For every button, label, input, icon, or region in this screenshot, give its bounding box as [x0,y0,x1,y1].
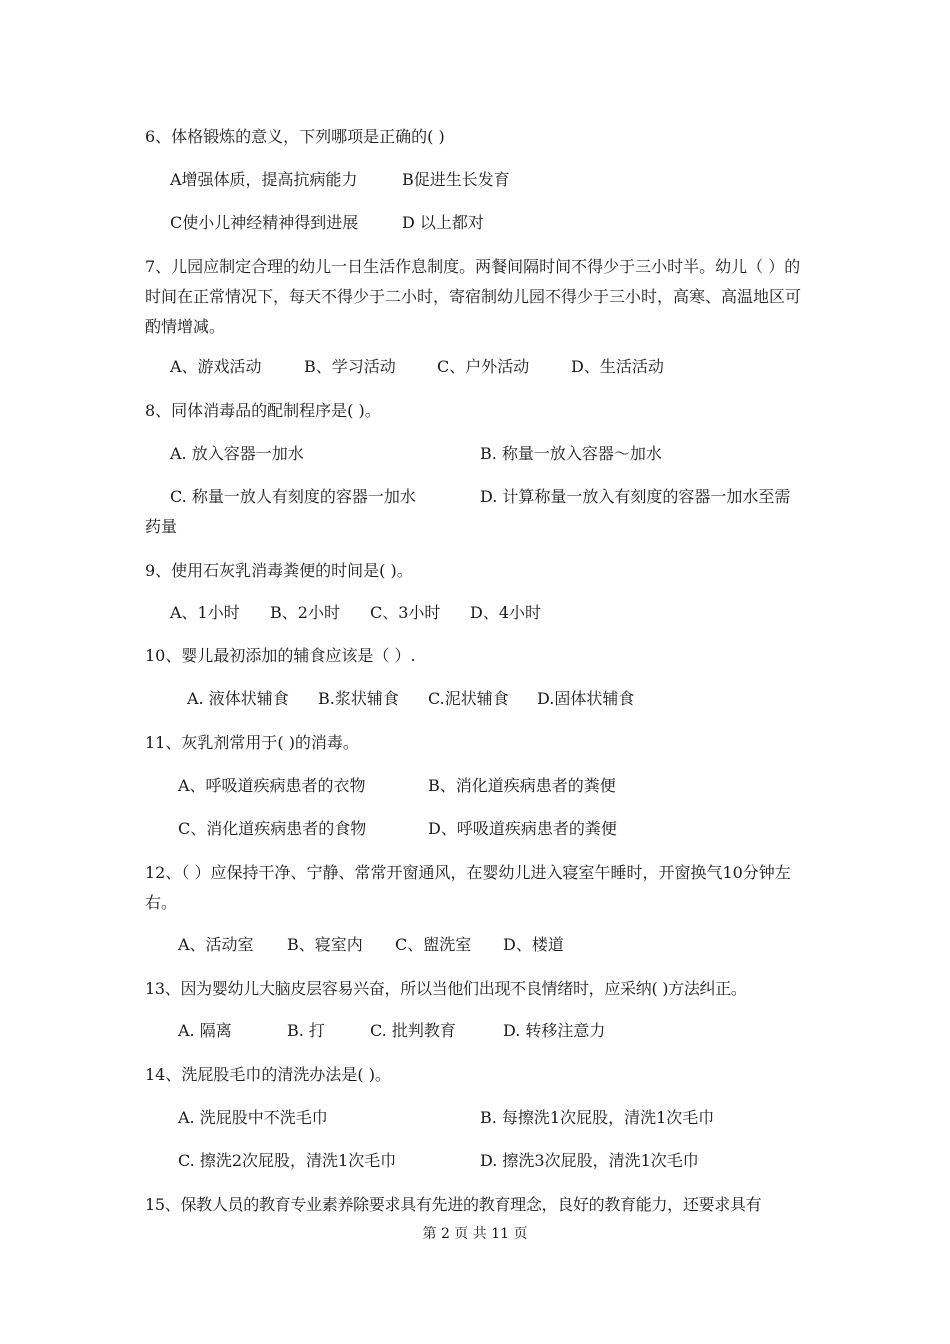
question-11: 11、灰乳剂常用于( )的消毒。 [145,733,359,752]
question-14: 14、洗屁股毛巾的清洗办法是( )。 [145,1065,391,1084]
question-15: 15、保教人员的教育专业素养除要求具有先进的教育理念，良好的教育能力，还要求具有 [145,1195,762,1214]
q12-option-a: A、活动室 [178,935,254,954]
q6-option-c: C使小儿神经精神得到进展 [170,213,359,232]
q10-option-a: A. 液体状辅食 [187,689,289,708]
q11-option-a: A、呼吸道疾病患者的衣物 [178,776,366,795]
q14-option-a: A. 洗屁股中不洗毛巾 [178,1108,328,1127]
question-6: 6、体格锻炼的意义，下列哪项是正确的( ) [145,127,445,146]
question-9: 9、使用石灰乳消毒粪便的时间是( )。 [145,561,413,580]
q11-option-c: C、消化道疾病患者的食物 [178,819,367,838]
page-footer: 第 2 页 共 11 页 [422,1226,528,1242]
q12-option-c: C、盥洗室 [395,935,472,954]
q11-option-b: B、消化道疾病患者的粪便 [428,776,616,795]
question-12: 12、（ ）应保持干净、宁静、常常开窗通风，在婴幼儿进入寝室午睡时，开窗换气10分钟左右。 [145,863,791,912]
q13-option-a: A. 隔离 [178,1021,232,1040]
q7-option-b: B、学习活动 [304,357,396,376]
q9-option-d: D、4小时 [470,603,542,622]
q7-option-c: C、户外活动 [437,357,530,376]
q9-option-b: B、2小时 [270,603,340,622]
q12-option-b: B、寝室内 [287,935,363,954]
q8-option-b: B. 称量一放入容器～加水 [480,444,662,463]
question-8: 8、同体消毒品的配制程序是( )。 [145,401,381,420]
q10-option-d: D.固体状辅食 [537,689,635,708]
q6-option-b: B促进生长发育 [402,170,510,189]
q14-option-d: D. 擦洗3次屁股，清洗1次毛巾 [480,1151,699,1170]
q13-option-b: B. 打 [287,1021,325,1040]
q9-option-c: C、3小时 [370,603,441,622]
q8-option-d-continued: 药量 [145,517,178,536]
q14-option-c: C. 擦洗2次屁股，清洗1次毛巾 [178,1151,397,1170]
q6-option-d: D 以上都对 [402,213,484,232]
q11-option-d: D、呼吸道疾病患者的粪便 [428,819,617,838]
q10-option-b: B.浆状辅食 [318,689,399,708]
q10-option-c: C.泥状辅食 [428,689,509,708]
q9-option-a: A、1小时 [170,603,240,622]
q14-option-b: B. 每擦洗1次屁股，清洗1次毛巾 [480,1108,715,1127]
q13-option-c: C. 批判教育 [370,1021,456,1040]
q7-option-a: A、游戏活动 [170,357,262,376]
q13-option-d: D. 转移注意力 [503,1021,606,1040]
q7-option-d: D、生活活动 [571,357,664,376]
q12-option-d: D、楼道 [503,935,564,954]
q8-option-d: D. 计算称量一放入有刻度的容器一加水至需 [480,487,791,506]
q6-option-a: A增强体质，提高抗病能力 [170,170,358,189]
question-13: 13、因为婴幼儿大脑皮层容易兴奋，所以当他们出现不良情绪时，应采纳( )方法纠正。 [145,979,747,998]
q8-option-a: A. 放入容器一加水 [170,444,304,463]
q8-option-c: C. 称量一放人有刻度的容器一加水 [170,487,416,506]
question-7: 7、儿园应制定合理的幼儿一日生活作息制度。两餐间隔时间不得少于三小时半。幼儿（ ）的时间在正常情况下，每天不得少于二小时，寄宿制幼儿园不得少于三小时，高寒、高温地区可酌情增减。 [145,257,802,336]
question-10: 10、婴儿最初添加的辅食应该是（ ）. [145,646,416,665]
